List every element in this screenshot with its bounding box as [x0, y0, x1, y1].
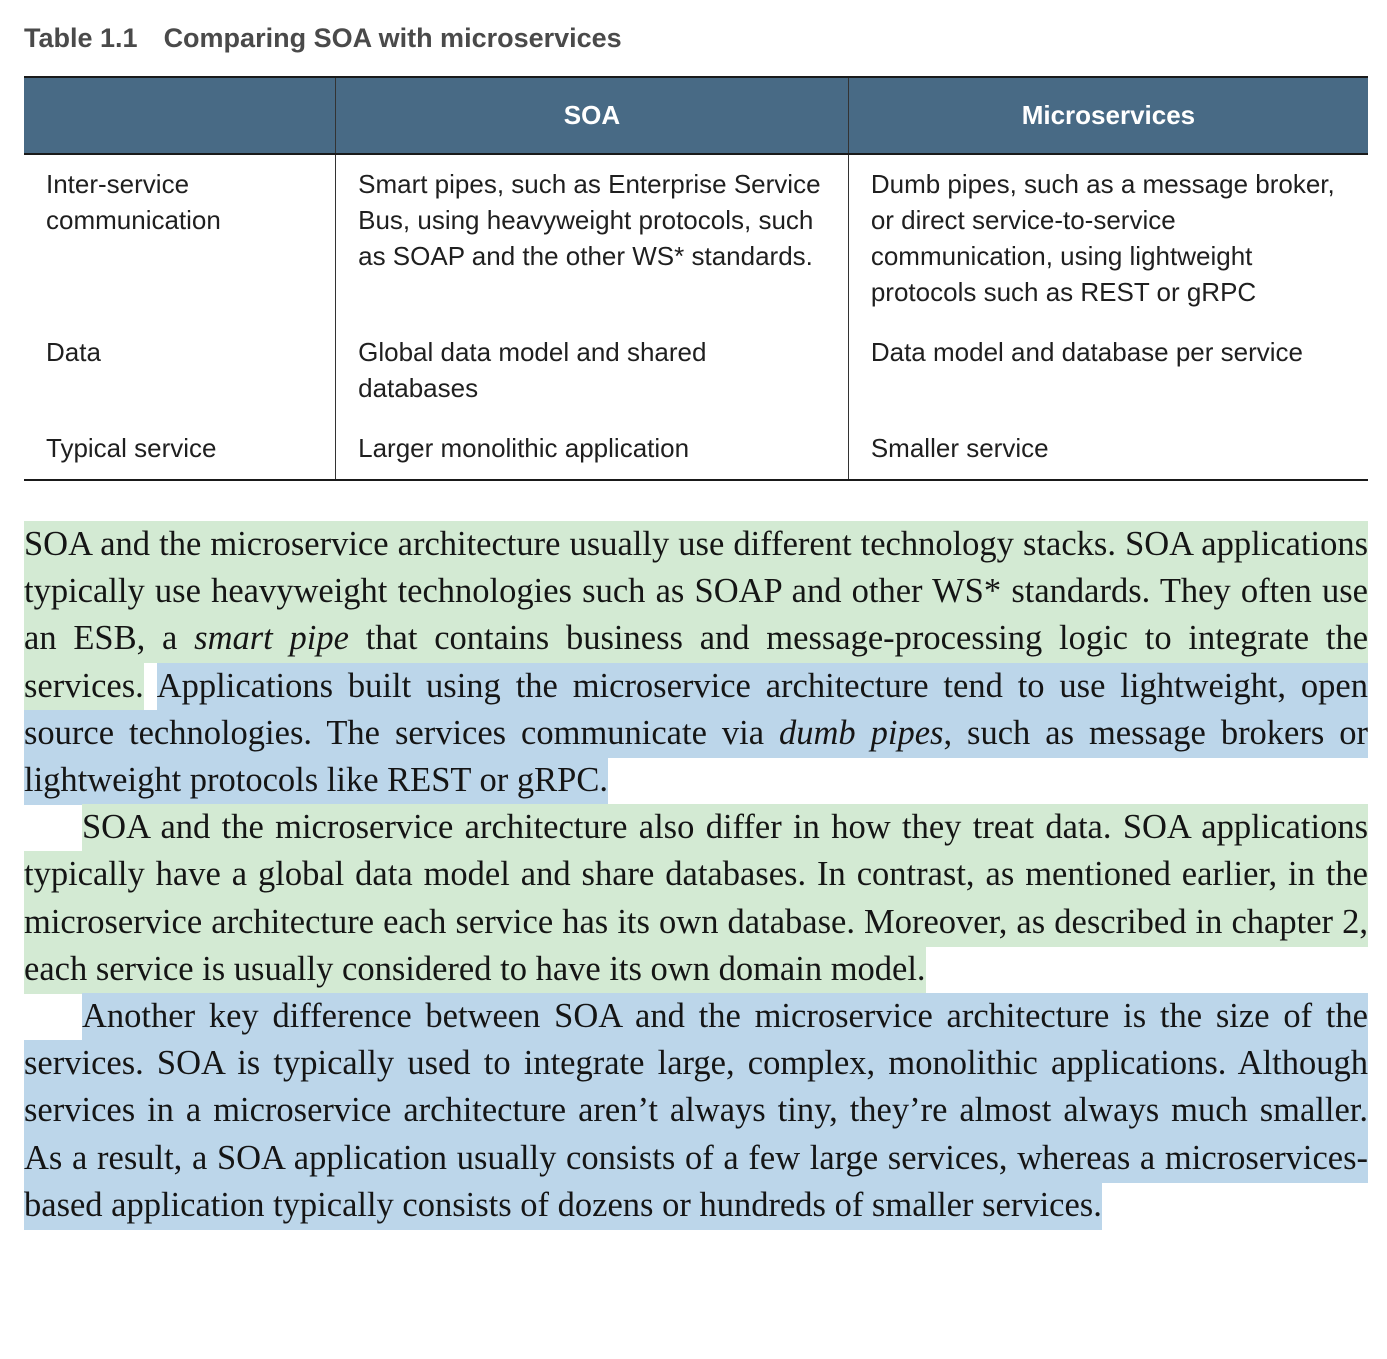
document-page — [24, 18, 1368, 1229]
microservices-cell: Smaller service — [848, 430, 1368, 480]
paragraph-size — [24, 993, 1368, 1229]
row-label: Inter-service communication — [46, 169, 221, 235]
text-span: SOA and the microservice architecture usually use different technology stacks. SOA applications typically use heavyweight technologies such as SOAP and other WS* standards. They often use an ESB, a — [24, 525, 1368, 658]
table-header-row — [24, 77, 1368, 154]
soa-cell: Smart pipes, such as Enterprise Service Bus, using heavyweight protocols, such as SOAP and the other WS* standards. — [336, 154, 849, 334]
header-empty-cell — [24, 77, 336, 154]
row-label: Typical service — [46, 433, 217, 463]
highlight-green[interactable]: SOA and the microservice architecture also differ in how they treat data. SOA applications typically have a global data model and share databases. In contrast, as mentioned earlier, in the microservice architecture each service has its own database. Moreover, as described in chapter 2, each service is usually considered to have its own domain model. — [24, 804, 1368, 994]
text-span: that contains business and message-processing logic to integrate the services. — [24, 619, 1369, 705]
table-caption-number: Table 1.1 — [24, 23, 138, 53]
text-span: Applications built using the microservice architecture tend to use lightweight, open source technologies. The services communicate via — [24, 666, 1368, 752]
soa-cell: Global data model and shared databases — [336, 334, 849, 430]
table-caption-title: Comparing SOA with microservices — [163, 23, 622, 53]
highlight-blue[interactable] — [24, 663, 1368, 805]
row-label: Data — [46, 337, 101, 367]
soa-cell: Larger monolithic application — [336, 430, 849, 480]
body-text — [24, 521, 1368, 1229]
microservices-cell: Dumb pipes, such as a message broker, or direct service-to-service communication, using lightweight protocols such as REST or gRPC — [848, 154, 1368, 334]
paragraph-data — [24, 804, 1368, 993]
table-caption — [24, 18, 1368, 58]
table-row — [24, 154, 1368, 334]
microservices-cell: Data model and database per service — [848, 334, 1368, 430]
text-span: , such as message brokers or lightweight protocols like REST or gRPC. — [24, 713, 1368, 800]
paragraph-tech-stacks — [24, 521, 1368, 804]
table-row — [24, 334, 1368, 430]
header-microservices: Microservices — [848, 77, 1368, 154]
table-row — [24, 430, 1368, 480]
emphasis-dumb-pipes: dumb pipes — [778, 713, 944, 752]
highlight-blue[interactable]: Another key difference between SOA and the microservice architecture is the size of the services. SOA is typically used to integrate large, complex, monolithic applications. Although services in a microservice architecture aren’t always tiny, they’re almost always much smaller. As a result, a SOA application usually consists of a few large services, whereas a microservices-based application typically consists of dozens or hundreds of smaller services. — [24, 993, 1368, 1230]
header-soa: SOA — [336, 77, 849, 154]
emphasis-smart-pipe: smart pipe — [194, 619, 349, 658]
comparison-table — [24, 76, 1368, 481]
